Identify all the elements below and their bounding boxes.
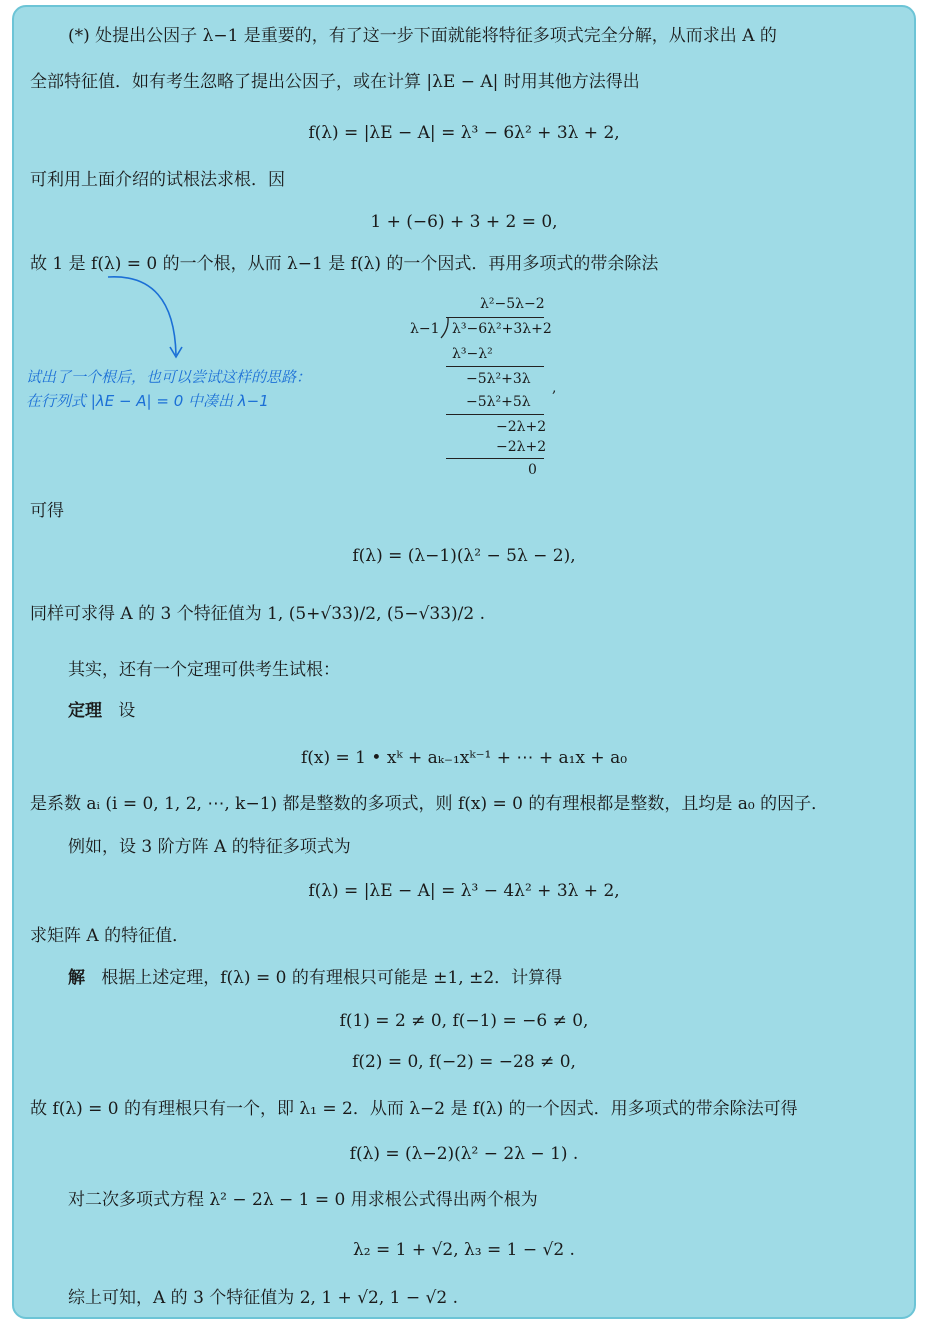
content-panel [12, 5, 916, 1319]
solution-label: 解 [68, 968, 85, 988]
division-remainder-3: 0 [528, 462, 537, 478]
para-line-10: 求矩阵 A 的特征值． [30, 926, 190, 946]
equation-theorem-poly: f(x) = 1 • xᵏ + aₖ₋₁xᵏ⁻¹ + ⋯ + a₁x + a₀ [300, 748, 628, 768]
solution-line [68, 967, 562, 989]
division-line-3 [446, 458, 544, 459]
theorem-word: 设 [118, 701, 136, 721]
division-remainder-2: −2λ+2 [496, 419, 547, 435]
para-line-2: 全部特征值．如有考生忽略了提出公因子，或在计算 |λE − A| 时用其他方法得出 [30, 72, 640, 92]
para-line-13: 对二次多项式方程 λ² − 2λ − 1 = 0 用求根公式得出两个根为 [68, 1190, 538, 1210]
division-quotient: λ²−5λ−2 [480, 296, 545, 312]
equation-f-lambda-2: f(λ) = |λE − A| = λ³ − 4λ² + 3λ + 2, [308, 881, 620, 901]
equation-evaluations-1: f(1) = 2 ≠ 0, f(−1) = −6 ≠ 0, [339, 1011, 589, 1031]
solution-text: 根据上述定理，f(λ) = 0 的有理根只可能是 ±1, ±2．计算得 [101, 968, 563, 988]
division-remainder-1: −5λ²+3λ [466, 371, 531, 387]
para-line-6: 同样可求得 A 的 3 个特征值为 1, (5+√33)/2, (5−√33)/2 . [30, 604, 486, 624]
division-comma: , [552, 380, 557, 396]
para-line-1: (*) 处提出公因子 λ−1 是重要的，有了这一步下面就能将特征多项式完全分解，从而求出 A 的 [68, 26, 777, 46]
division-bar [446, 317, 544, 318]
para-line-4: 故 1 是 f(λ) = 0 的一个根，从而 λ−1 是 f(λ) 的一个因式．再用多项式的带余除法 [30, 254, 659, 274]
para-line-9: 例如，设 3 阶方阵 A 的特征多项式为 [68, 837, 351, 857]
theorem-label: 定理 [68, 701, 102, 721]
equation-evaluations-2: f(2) = 0, f(−2) = −28 ≠ 0, [352, 1052, 576, 1072]
para-line-8: 是系数 aᵢ (i = 0, 1, 2, ⋯, k−1) 都是整数的多项式，则 f(x) = 0 的有理根都是整数，且均是 a₀ 的因子． [30, 794, 829, 814]
equation-sum-check: 1 + (−6) + 3 + 2 = 0, [370, 212, 558, 232]
division-step-2: −5λ²+5λ [466, 394, 531, 410]
division-bracket [440, 315, 450, 339]
equation-roots: λ₂ = 1 + √2, λ₃ = 1 − √2 . [353, 1240, 575, 1260]
para-line-14: 综上可知，A 的 3 个特征值为 2, 1 + √2, 1 − √2 . [68, 1288, 458, 1308]
equation-factored-1: f(λ) = (λ−1)(λ² − 5λ − 2), [352, 546, 576, 566]
margin-note-line-2: 在行列式 |λE − A| = 0 中凑出 λ−1 [26, 392, 269, 410]
division-divisor: λ−1 [410, 321, 440, 337]
division-step-1: λ³−λ² [452, 346, 493, 362]
para-line-12: 故 f(λ) = 0 的有理根只有一个，即 λ₁ = 2．从而 λ−2 是 f(λ) 的一个因式．用多项式的带余除法可得 [30, 1099, 798, 1119]
curved-arrow-icon [104, 269, 194, 367]
margin-note-line-1: 试出了一个根后，也可以尝试这样的思路： [26, 368, 312, 386]
division-line-2 [446, 414, 544, 415]
division-dividend: λ³−6λ²+3λ+2 [452, 321, 552, 337]
para-line-3: 可利用上面介绍的试根法求根．因 [30, 170, 285, 190]
equation-factored-2: f(λ) = (λ−2)(λ² − 2λ − 1) . [349, 1144, 579, 1164]
equation-f-lambda-1: f(λ) = |λE − A| = λ³ − 6λ² + 3λ + 2, [308, 123, 620, 143]
para-line-5: 可得 [30, 501, 64, 521]
division-line-1 [446, 366, 544, 367]
para-line-7: 其实，还有一个定理可供考生试根： [68, 660, 340, 680]
division-step-3: −2λ+2 [496, 439, 547, 455]
theorem-line [68, 700, 135, 722]
